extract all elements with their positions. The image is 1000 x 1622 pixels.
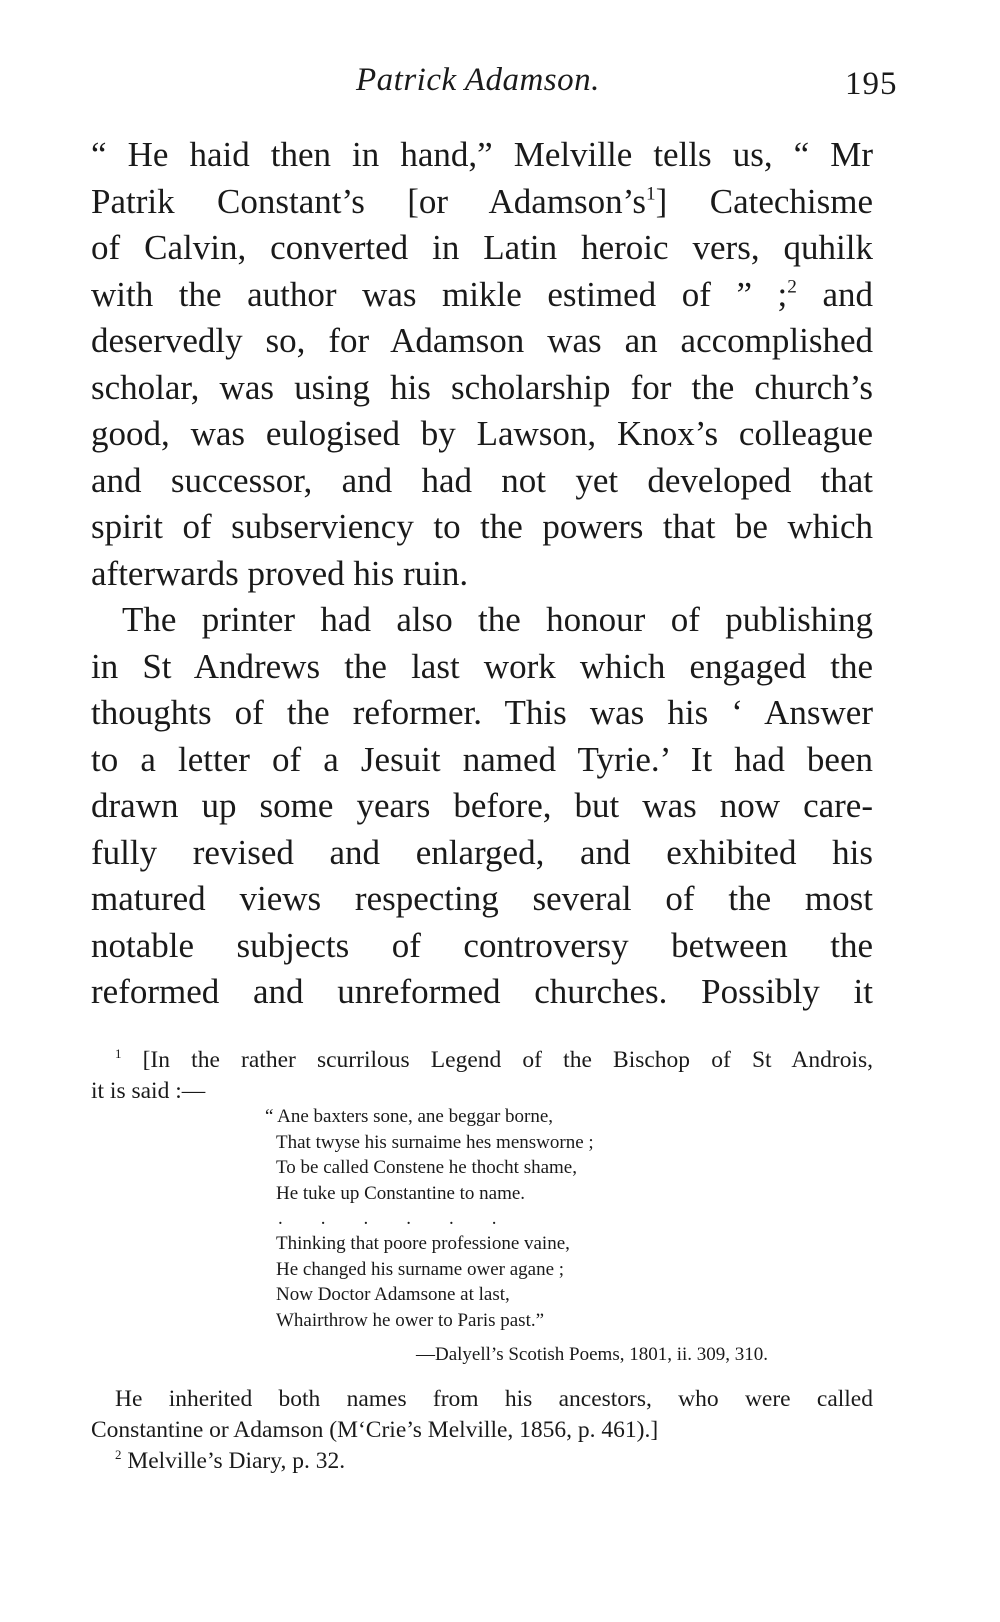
body-line-8: and successor, and had not yet developed that [91,460,873,500]
body-line-17: matured views respecting several of the most [91,879,873,918]
verse-line-8: Whairthrow he ower to Paris past.” [276,1309,545,1331]
verse-line-5: Thinking that poore professione vaine, [276,1233,570,1254]
footnote-2-marker: 2 [115,1446,122,1462]
footnote-1-line-3: He inherited both names from his ancestors, who were called [115,1386,873,1412]
body-text [91,132,873,1016]
body-line-12: in St Andrews the last work which engaged the [91,646,873,686]
body-line-2-part-b: ] Catechisme [655,181,874,221]
verse-line-3: To be called Constene he thocht shame, [276,1157,577,1178]
body-line-7: good, was eulogised by Lawson, Knox’s colleague [91,414,873,453]
footnote-ref-1: 1 [646,183,656,205]
footnote-ref-2: 2 [787,276,797,298]
body-line-14: to a letter of a Jesuit named Tyrie.’ It had been [91,739,873,779]
verse-ellipsis: ...... [278,1208,535,1229]
body-line-1: “ He haid then in hand,” Melville tells us, “ Mr [91,135,873,174]
body-line-11: The printer had also the honour of publishing [122,600,873,639]
quoted-verse [265,1104,876,1333]
page-number: 195 [845,66,898,102]
running-head [0,62,1000,106]
verse-line-2: That twyse his surnaime hes mensworne ; [276,1131,594,1153]
body-line-6: scholar, was using his scholarship for the church’s [91,367,873,407]
footnote-1-line-4: Constantine or Adamson (M‘Crie’s Melville, 1856, p. 461).] [91,1417,659,1443]
body-line-19: reformed and unreformed churches. Possibly it [91,972,873,1011]
footnote-1-continuation [91,1384,873,1477]
body-line-2 [91,179,873,226]
verse-line-4: He tuke up Constantine to name. [276,1182,526,1204]
body-line-5: deservedly so, for Adamson was an accomplished [91,321,873,360]
body-line-2-part-a: Patrik Constant’s [or Adamson’s [91,181,647,221]
body-line-4 [91,272,873,319]
footnote-1-intro [91,1045,873,1107]
verse-line-1: “ Ane baxters sone, ane beggar borne, [265,1106,554,1127]
footnote-1-line-1-text: [In the rather scurrilous Legend of the Bischop of St Androis, [142,1047,873,1073]
verse-line-7: Now Doctor Adamsone at last, [276,1284,510,1305]
body-line-4-part-a: with the author was mikle estimed of ” ; [91,274,788,314]
footnote-1-marker: 1 [115,1045,122,1061]
footnote-1-line-2: it is said :— [91,1078,206,1104]
body-line-18: notable subjects of controversy between the [91,925,873,965]
body-line-13: thoughts of the reformer. This was his ‘ Answer [91,693,873,732]
body-line-15: drawn up some years before, but was now care- [91,786,873,825]
body-line-3: of Calvin, converted in Latin heroic vers, quhilk [91,228,873,267]
footnote-1-line-1 [91,1045,873,1076]
verse-line-6: He changed his surname ower agane ; [276,1258,565,1280]
footnote-2-text: Melville’s Diary, p. 32. [127,1448,346,1474]
body-line-10: afterwards proved his ruin. [91,553,469,593]
footnote-2 [91,1446,873,1477]
body-line-4-part-b: and [796,274,873,314]
verse-attribution: —Dalyell’s Scotish Poems, 1801, ii. 309, 310. [416,1344,769,1365]
running-title: Patrick Adamson. [356,62,600,98]
body-line-9: spirit of subserviency to the powers that be which [91,507,873,546]
body-line-16: fully revised and enlarged, and exhibited his [91,832,873,872]
